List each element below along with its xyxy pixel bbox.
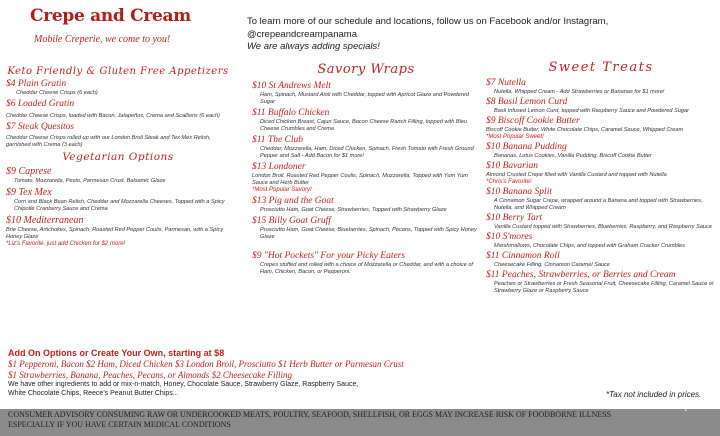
menu-item [486,213,716,231]
addons-extra: We have other ingredients to add or mix-n-match, Honey, Chocolate Sauce, Strawberry Glaze, Raspberry Sauce, White Chocolate Chips, Reece's Peanut Butter Chips... [8,381,359,397]
info-block [247,16,717,54]
item-desc: Basil Infused Lemon Curd, topped with Raspberry Sauce and Powdered Sugar [494,108,689,114]
watermark-logo: menupix [639,396,708,412]
menu-item [486,232,716,250]
item-desc: Corn and Black Bean Relish, Cheddar and Mozzarella Cheeses, Topped with a Spicy Chipotle Cranberry Sauce and Crema [14,199,225,212]
item-desc: Cheddar Cheese Crisps rolled up with our London Broil Steak and Tex Mex Relish, garnished with Crema (3 each) [6,135,211,148]
item-title: $10 Berry Tart [486,213,543,223]
item-title: $15 Billy Goat Gruff [252,216,331,226]
favorite-note: *Liz's Favorite, just add Chicken for $2 more! [6,241,126,247]
item-title: $6 Loaded Gratin [6,99,75,109]
item-desc: Cheesecake Filling, Cinnamon Caramel Sauce [494,262,610,268]
menu-item [252,108,480,133]
popular-note: *Most Popular Sweet! [486,134,544,140]
item-desc: Tomato, Mozzarella, Pesto, Parmesan Crust, Balsamic Glaze [14,178,166,184]
menu-item [486,142,716,160]
sweet-heading: Sweet Treats [548,60,654,75]
left-column [6,66,230,250]
item-title: $4 Plain Gratin [6,79,67,89]
item-desc: Bananas, Lotus Cookies, Vanilla Pudding, Biscoff Cookie Butter [494,153,652,159]
item-title: $11 The Club [252,135,304,145]
menu-item [6,187,230,213]
item-desc: Nutella, Whipped Cream - Add Strawberries or Bananas for $1 more! [494,89,665,95]
menu-item [6,99,230,120]
menu-item [252,216,480,241]
menu-item [252,135,480,160]
item-title: $9 Tex Mex [6,187,52,198]
item-desc: A Cinnamon Sugar Crepe, wrapped around a Banana and topped with Strawberries, Nutella, and Whipped Cream [494,198,703,211]
item-title: $10 St Andrews Melt [252,81,331,91]
item-desc: Cheddar Cheese Crisps (6 each) [16,90,98,96]
item-desc: Ham, Spinach, Mustard Aioli with Cheddar, topped with Apricot Glaze and Powdered Sugar [260,92,469,105]
item-title: $9 "Hot Pockets" For your Picky Eaters [252,251,406,261]
menu-item [486,251,716,269]
item-desc: Vanilla Custard topped with Strawberries, Blueberries, Raspberry, and Raspberry Sauce [494,224,712,230]
advisory-line: CONSUMER ADVISORY CONSUMING RAW OR UNDERCOOKED MEATS, POULTRY, SEAFOOD, SHELLFISH, OR EGGS MAY INCREASE RISK OF FOODBORNE ILLNESS [8,410,612,419]
addons-line: $1 Pepperoni, Bacon $2 Ham, Diced Chicken $3 London Broil, Prosciutto $1 Herb Butter or Parmesan Crust [8,359,404,369]
menu-item [252,196,480,214]
advisory-line: ESPECIALLY IF YOU HAVE CERTAIN MEDICAL CONDITIONS [8,420,231,429]
item-desc: Cheddar, Mozzarella, Ham, Diced Chicken, Spinach, Fresh Tomato with Fresh Ground Pepper and Salt - Add Bacon for $1 more! [260,146,474,159]
menu-item [486,187,716,212]
item-title: $9 Biscoff Cookie Butter [486,116,580,126]
menu-item [6,79,230,97]
menu-item [6,166,230,185]
keto-heading: Keto Friendly & Gluten Free Appetizers [7,66,229,77]
item-title: $10 Mediterranean [6,215,84,226]
vegetarian-heading: Vegetarian Options [62,151,174,163]
item-desc: Crepes stuffed and rolled with a choice of Mozzarella or Cheddar, and with a choice of Ham, Chicken, Bacon, or Pepperoni. [260,262,473,275]
menu-item [252,81,480,106]
item-desc: Cheddar Cheese Crisps, loaded with Bacon, Jalapeños, Crema and Scallions (6 each) [6,113,220,119]
item-desc: Peaches or Strawberries or Fresh Seasonal Fruit, Cheesecake Filling, Caramel Sauce or Strawberry Glaze or Raspberry Sauce [494,281,714,294]
item-desc: Prosciutto Ham, Goat Cheese, Blueberries, Spinach, Pecans, Topped with Spicy Honey Glaze [260,227,477,240]
social-handle: @crepeandcreampanama [247,28,357,40]
brand-title: Crepe and Cream [30,6,191,26]
item-title: $13 Pig and the Goat [252,196,334,206]
item-title: $10 Banana Pudding [486,142,567,152]
item-title: $11 Peaches, Strawberries, or Berries and Cream [486,270,676,280]
item-title: $11 Cinnamon Roll [486,251,560,261]
menu-item [486,161,716,186]
brand-tagline: Mobile Creperie, we come to you! [34,34,171,45]
item-title: $9 Caprese [6,166,52,177]
item-title: $10 Bavarian [486,161,538,171]
item-title: $7 Steak Quesitos [6,122,75,132]
item-title: $7 Nutella [486,78,526,88]
menu-item [252,251,480,276]
addons-section [8,348,488,398]
item-title: $8 Basil Lemon Curd [486,97,568,107]
menu-item [486,270,716,295]
item-title: $11 Buffalo Chicken [252,108,330,118]
tax-note: *Tax not included in prices. [606,390,702,399]
item-title: $10 Banana Split [486,187,552,197]
specials-note: We are always adding specials! [247,41,380,52]
middle-column [252,62,480,278]
consumer-advisory [0,409,720,436]
savory-heading: Savory Wraps [317,62,415,77]
menu-item [486,78,716,96]
item-desc: Marshmallows, Chocolate Chips, and topped with Graham Cracker Crumbles [494,243,685,249]
addons-line: $1 Strawberries, Banana, Peaches, Pecans, or Almonds $2 Cheesecake Filling [8,370,293,380]
item-title: $10 S'mores [486,232,533,242]
menu-item [6,215,230,248]
item-desc: Diced Chicken Breast, Cajun Sauce, Bacon Cheese Ranch Filling, topped with Bleu Cheese Crumbles and Crema [260,119,468,132]
menu-item [6,122,230,149]
item-desc: Biscoff Cookie Butter, White Chocolate Chips, Caramel Sauce, Whipped Cream [486,127,684,133]
menu-item [486,97,716,115]
menu-item [486,116,716,141]
item-title: $13 Londoner [252,162,306,172]
info-line: To learn more of our schedule and locations, follow us on Facebook and/or Instagram, [247,16,609,27]
item-desc: Prosciutto Ham, Goat Cheese, Strawberries, Topped with Strawberry Glaze [260,207,447,213]
addons-heading: Add On Options or Create Your Own, starting at $8 [8,348,225,358]
menu-item [252,162,480,194]
item-desc: London Broil, Roasted Red Pepper Coulis, Spinach, Mozzarella, Topped with Yum Yum Sauce and Herb Butter [252,173,468,186]
favorite-note: *Chris's Favorite! [486,179,532,185]
right-column [486,60,716,297]
popular-note: *Most Popular Savory! [252,187,312,193]
item-desc: Almond Crusted Crepe filled with Vanilla Custard and topped with Nutella [486,172,667,178]
item-desc: Brie Cheese, Artichokes, Spinach, Roasted Red Pepper Coulis, Parmesan, with a Spicy Honey Glaze [6,227,224,240]
